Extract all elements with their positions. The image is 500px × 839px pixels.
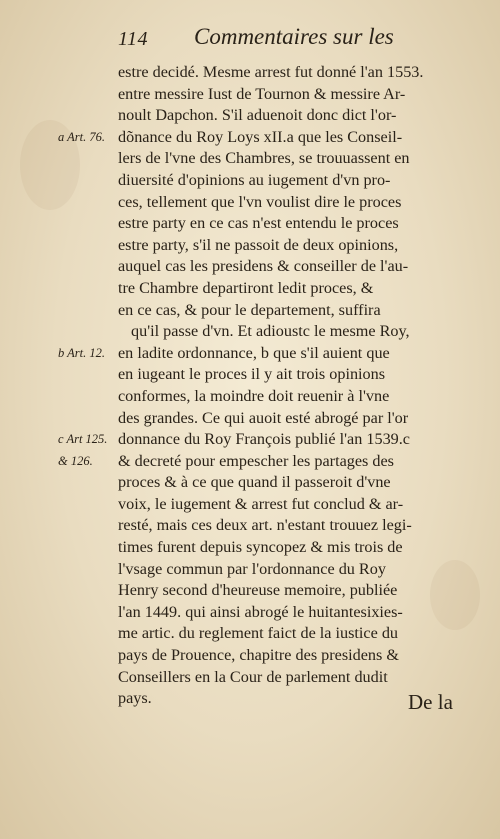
margin-note: & 126. [58,453,93,468]
catchword: De la [408,690,453,714]
text-line: diuersité d'opinions au iugement d'vn pro- [118,170,391,189]
text-line: conformes, la moindre doit reuenir à l'vne [118,386,390,405]
margin-note: c Art 125. [58,432,108,447]
text-line: voix, le iugement & arrest fut conclud & ar- [118,494,404,513]
text-line: en ce cas, & pour le departement, suffira [118,300,381,319]
text-line: ces, tellement que l'vn voulist dire le proces [118,192,402,211]
text-line: donnance du Roy François publié l'an 1539.c [118,430,410,449]
text-line: pays. [118,689,152,708]
text-line: estre decidé. Mesme arrest fut donné l'an 1553. [118,63,424,81]
text-line: tre Chambre departiront ledit proces, & [118,278,374,297]
text-line: noult Dapchon. S'il aduenoit donc dict l'or- [118,106,397,125]
text-line: l'vsage commun par l'ordonnance du Roy [118,559,386,578]
text-line: estre party, s'il ne passoit de deux opinions, [118,235,399,254]
text-line: dõnance du Roy Loys xII.a que les Conseil- [118,127,403,146]
text-line: Conseillers en la Cour de parlement dudit [118,667,388,686]
text-line: times furent depuis syncopez & mis trois de [118,538,403,557]
text-line: resté, mais ces deux art. n'estant trouuez legi- [118,516,412,535]
text-line: estre party en ce cas n'est entendu le proces [118,214,399,233]
text-line: proces & à ce que quand il passeroit d'vne [118,473,391,492]
text-line: qu'il passe d'vn. Et adioustc le mesme Roy, [131,322,410,341]
text-line: entre messire Iust de Tournon & messire Ar- [118,84,406,103]
margin-note: b Art. 12. [58,345,105,360]
text-line: en ladite ordonnance, b que s'il auient que [118,343,390,362]
text-line: en iugeant le proces il y ait trois opinions [118,365,386,384]
text-line: pays de Prouence, chapitre des presidens & [118,646,399,665]
margin-note: a Art. 76. [58,129,105,144]
page-header [118,24,418,54]
running-title: Commentaires sur les [194,24,394,49]
text-line: Henry second d'heureuse memoire, publiée [118,581,398,600]
text-line: lers de l'vne des Chambres, se trouuassent en [118,149,410,168]
page-number: 114 [118,28,149,50]
body-text [118,62,463,710]
text-line: & decreté pour empescher les partages des [118,451,394,470]
text-line: auquel cas les presidens & conseiller de l'au- [118,257,409,276]
text-line: l'an 1449. qui ainsi abrogé le huitantesixies- [118,602,403,621]
text-line: des grandes. Ce qui auoit esté abrogé par l'or [118,408,409,427]
text-line: me artic. du reglement faict de la iustice du [118,624,399,643]
